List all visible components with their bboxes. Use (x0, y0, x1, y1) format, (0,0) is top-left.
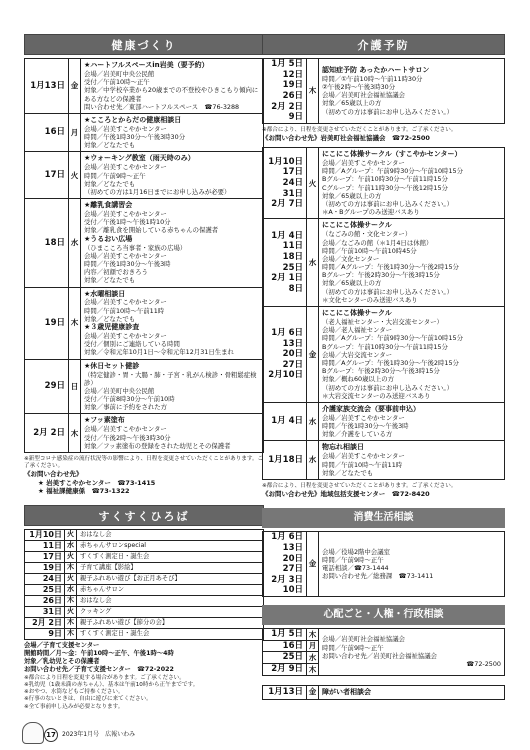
sukusuku-row (25, 573, 264, 584)
shinpai-row (263, 629, 505, 641)
kenko-inquiry-1: ★ 岩美すこやかセンター ☎73-1415 (38, 478, 156, 487)
kenko-date: 1月13日 (25, 59, 69, 114)
kenko-content: ★離乳食講習会 会場／岩美すこやかセンター 受付／午後1時～午後1時10分 対象／離乳食を開始している赤ちゃんの保護者 ★うるおい広場 （ひまこころ当事者・家族の広場） 会場／岩美すこやかセンター 時間／午後1時30分～午後3時 内容／初顔でおきろう 対象／どなたでも (81, 199, 264, 287)
kenko-inquiry: 《お問い合わせ先》 (24, 470, 83, 479)
sukusuku-row (25, 562, 264, 573)
sukusuku-weekday: 火 (65, 551, 77, 562)
kaigo-weekday: 水 (307, 219, 319, 307)
sukusuku-row (25, 584, 264, 595)
shinpai-date: 16日 (263, 640, 307, 652)
kenko-content: ★休日セット健診 （特定健診・胃・大腸・肺・子宮・乳がん検診・骨粗鬆症検診） 会場／岩美町中央公民館 受付／午前8時30分～午前10時 対象／事前に予約をされた方 (81, 359, 264, 414)
kenko-date: 19日 (25, 287, 69, 359)
shogai-row (263, 685, 505, 699)
kenko-row (25, 414, 264, 453)
shinpai-weekday: 木 (307, 629, 319, 641)
kaigo-note-2: ※都合により、日程を変更させていただくことがあります。ご了承ください。 (262, 482, 457, 489)
kaigo-row (263, 307, 505, 403)
sukusuku-row (25, 595, 264, 606)
sukusuku-weekday: 火 (65, 606, 77, 617)
kaigo-content: 認知症予防 あったかハートサロン 時間／①午前10時～午前11時30分 ②午後2時～午後3時30分 会場／岩美町社会福祉協議会 対象／65歳以上の方 （初めての方は事前にお申し込みください。） (319, 59, 505, 124)
kenko-weekday: 木 (69, 287, 81, 359)
sukusuku-event: クッキング (77, 606, 264, 617)
kaigo-date: 1月18日 (263, 441, 307, 480)
kaigo-date: 1月 6日 13日 20日 27日 2月10日 (263, 307, 307, 403)
sukusuku-event: 子育て講座【影絵】 (77, 562, 264, 573)
kaigo-inquiry-1: 《お問い合わせ先》岩美町社会福祉協議会 ☎72-2500 (262, 134, 430, 143)
kenko-content: ★フッ素塗布 会場／岩美すこやかセンター 受付／午後2時～午後3時30分 対象／フッ素塗布の登録をされた幼児とその保護者 (81, 414, 264, 453)
sukusuku-event: すくすく測定日・誕生会 (77, 551, 264, 562)
sukusuku-info: 会場／子育て支援センター 開館時間／月～金：午前10時～正午、午後1時～4時 対象／乳幼児とその保護者 お問い合わせ先／子育て支援センター ☎72-2022 ※都合により日程を変更する場合があります。ご了承ください。 ※乳幼児（1歳未満の赤ちゃん）、基本は午前10時から正午までです。 ※おやつ、水筒などもご持参ください。 ※行事のないときは、自由に遊びに来てください。 ※全て事前申し込みが必要となります。 (24, 641, 199, 710)
shogai-content: 障がい者相談会 (319, 685, 505, 699)
sukusuku-weekday: 水 (65, 584, 77, 595)
sukusuku-date: 2月 2日 (25, 617, 65, 628)
shinpai-table (262, 628, 505, 676)
sukusuku-row (25, 606, 264, 617)
sukusuku-event: 親子ふれあい遊び【お正月あそび】 (77, 573, 264, 584)
sukusuku-event: 親子ふれあい遊び【節分の会】 (77, 617, 264, 628)
kaigo-date: 1月 4日 (263, 402, 307, 441)
sukusuku-weekday: 木 (65, 617, 77, 628)
kenko-date: 29日 (25, 359, 69, 414)
kenko-weekday: 月 (69, 113, 81, 152)
sukusuku-row (25, 529, 264, 540)
sukusuku-weekday: 木 (65, 628, 77, 639)
kaigo-content: 介護家族交流会（要事前申込） 会場／岩美すこやかセンター 時間／午後1時30分～午後3時 対象／介護をしている方 (319, 402, 505, 441)
kenko-weekday: 木 (69, 414, 81, 453)
kenko-date: 16日 (25, 113, 69, 152)
kenko-row (25, 199, 264, 287)
sukusuku-event: おはなし会 (77, 595, 264, 606)
shinpai-weekday: 月 (307, 640, 319, 652)
kaigo-table-2 (262, 147, 505, 480)
shogai-weekday: 金 (307, 685, 319, 699)
kaigo-weekday: 水 (307, 441, 319, 480)
kaigo-date: 1月 5日 12日 19日 26日 2月 2日 9日 (263, 59, 307, 124)
kenko-row (25, 113, 264, 152)
kenko-weekday: 金 (69, 59, 81, 114)
kenko-row (25, 359, 264, 414)
sukusuku-date: 19日 (25, 562, 65, 573)
kaigo-content: にこにこ体操サークル（すこやかセンター） 会場／岩美すこやかセンター 時間／Aグループ：午前9時30分～午前10時15分 Bグループ：午前10時30分～午前11時15分 Cグループ：午前11時30分～午後12時15分 対象／65歳以上の方 （初めての方は事前にお申し込みください。） ＊A・Bグループのみ送迎バスあり (319, 148, 505, 219)
kenko-date: 2月 2日 (25, 414, 69, 453)
kaigo-row (263, 219, 505, 307)
kaigo-weekday: 金 (307, 307, 319, 403)
kaigo-table-1 (262, 58, 505, 124)
kaigo-row (263, 402, 505, 441)
shogai-date: 1月13日 (263, 685, 307, 699)
shohi-weekday: 金 (307, 532, 319, 597)
shogai-table (262, 685, 505, 700)
shohi-table (262, 531, 505, 597)
shinpai-date: 25日 (263, 652, 307, 664)
kenko-content: ★こころとからだの健康相談日 会場／岩美すこやかセンター 時間／午後1時30分～午後3時30分 対象／どなたでも (81, 113, 264, 152)
kenko-content: ★水曜相談日 会場／岩美すこやかセンター 時間／午前10時～午前11時 対象／どなたでも ★３歳児健康診査 会場／岩美すこやかセンター 受付／個別にご連絡している時間 対象／令和元年10月1日～令和元年12月31日生まれ (81, 287, 264, 359)
sukusuku-event: おはなし会 (77, 529, 264, 540)
kaigo-weekday: 木 (307, 59, 319, 124)
shinpai-weekday: 木 (307, 663, 319, 675)
kenko-content: ★ハートフルスペースin岩美（要予約） 会場／岩美町中央公民館 受付／午前10時～正午 対象／中学校卒業から20歳までの不登校やひきこもり傾向にある方などの保護者 問い合わせ先／東部ハートフルスペース ☎76-3288 (81, 59, 264, 114)
kaigo-content: 物忘れ相談日 会場／岩美すこやかセンター 時間／午前10時～午前11時 対象／どなたでも (319, 441, 505, 480)
sukusuku-date: 1月10日 (25, 529, 65, 540)
kaigo-inquiry-2: 《お問い合わせ先》地域包括支援センター ☎72-8420 (262, 490, 430, 499)
kaigo-row (263, 441, 505, 480)
sukusuku-weekday: 火 (65, 529, 77, 540)
kenko-date: 17日 (25, 152, 69, 199)
kenko-inquiry-2: ★ 福祉課健康係 ☎73-1322 (38, 486, 130, 495)
sukusuku-weekday: 木 (65, 562, 77, 573)
kaigo-row (263, 59, 505, 124)
kaigo-content: にこにこ体操サークル （老人福祉センター・大岩交流センター） 会場／老人福祉センター 時間／Aグループ：午前9時30分～午前10時15分 Bグループ：午前10時30分～午前11時15分 会場／大岩交流センター 時間／Aグループ：午後1時30分～午後2時15分 Bグループ：午後2時30分～午後3時15分 対象／概ね60歳以上の方 （初めての方は事前にお申し込みください。） ＊大岩交流センターのみ送迎バスあり (319, 307, 505, 403)
footer-text: 2023年1月号 広報いわみ (62, 731, 136, 738)
kaigo-weekday: 火 (307, 148, 319, 219)
page-number: 17 (44, 728, 58, 742)
sukusuku-date: 9日 (25, 628, 65, 639)
kaigo-date: 1月10日 17日 24日 31日 2月 7日 (263, 148, 307, 219)
sukusuku-row (25, 617, 264, 628)
kaigo-header: 介護予防 (262, 34, 505, 55)
kenko-content: ★ウォーキング教室（雨天時のみ） 会場／岩美すこやかセンター 時間／午前9時～正午 対象／どなたでも （初めての方は1月16日までにお申し込みが必要） (81, 152, 264, 199)
mascot-icon (22, 722, 44, 744)
shohi-row (263, 532, 505, 597)
kenko-row (25, 59, 264, 114)
kenko-weekday: 水 (69, 199, 81, 287)
kaigo-weekday: 水 (307, 402, 319, 441)
sukusuku-date: 25日 (25, 584, 65, 595)
kenko-header: 健康づくり (24, 34, 264, 55)
sukusuku-date: 26日 (25, 595, 65, 606)
sukusuku-date: 24日 (25, 573, 65, 584)
sukusuku-event: 赤ちゃんサロン (77, 584, 264, 595)
kenko-row (25, 287, 264, 359)
kaigo-date: 1月 4日 11日 18日 25日 2月 1日 8日 (263, 219, 307, 307)
sukusuku-row (25, 551, 264, 562)
sukusuku-header: すくすくひろば (24, 505, 264, 526)
sukusuku-date: 31日 (25, 606, 65, 617)
kaigo-row (263, 148, 505, 219)
kenko-table (24, 58, 264, 453)
sukusuku-date: 11日 (25, 540, 65, 551)
shinpai-content: 会場／岩美町社会福祉協議会 時間／午前9時～正午 お問い合わせ先／岩美町社会福祉協議会 ☎72-2500 (319, 629, 505, 676)
kaigo-content: にこにこ体操サークル （なごみの館・文化センター） 会場／なごみの館（＊1月4日は休館） 時間／午前10時～午前10時45分 会場／文化センター 時間／Aグループ：午後1時30分～午後2時15分 Bグループ：午後2時30分～午後3時15分 対象／65歳以上の方 （初めての方は事前にお申し込みください。） ＊文化センターのみ送迎バスあり (319, 219, 505, 307)
shinpai-date: 1月 5日 (263, 629, 307, 641)
sukusuku-row (25, 540, 264, 551)
sukusuku-table (24, 529, 264, 640)
sukusuku-weekday: 木 (65, 595, 77, 606)
shohi-date: 1月 6日 13日 20日 27日 2月 3日 10日 (263, 532, 307, 597)
kenko-weekday: 日 (69, 359, 81, 414)
sukusuku-date: 17日 (25, 551, 65, 562)
sukusuku-weekday: 火 (65, 573, 77, 584)
left-column (24, 34, 264, 711)
sukusuku-event: すくすく測定日・誕生会 (77, 628, 264, 639)
shinpai-date: 2月 9日 (263, 663, 307, 675)
kaigo-note-1: ※都合により、日程を変更させていただくことがあります。ご了承ください。 (262, 126, 457, 133)
sukusuku-row (25, 628, 264, 639)
shinpai-header: 心配ごと・人権・行政相談 (262, 605, 505, 625)
sukusuku-event: 赤ちゃんサロンspecial (77, 540, 264, 551)
kenko-row (25, 152, 264, 199)
shinpai-weekday: 水 (307, 652, 319, 664)
shohi-header: 消費生活相談 (262, 508, 505, 528)
shohi-content: 会場／役場2階中会議室 時間／午前9時～正午 電話相談／☎73-1444 お問い合わせ先／総務課 ☎73-1411 (319, 532, 505, 597)
kenko-note: ※新型コロナ感染症の流行状況等の影響により、日程を変更させていただくことがあります。ご了承ください。 (24, 455, 264, 470)
sukusuku-weekday: 水 (65, 540, 77, 551)
right-column (262, 34, 505, 700)
kenko-date: 18日 (25, 199, 69, 287)
kenko-weekday: 火 (69, 152, 81, 199)
